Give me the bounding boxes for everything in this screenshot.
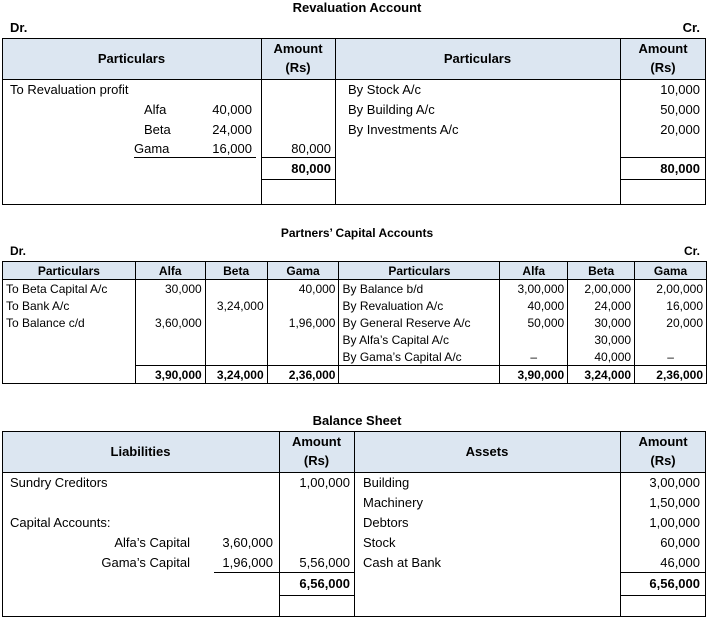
capital-cell: By General Reserve A/c xyxy=(339,314,500,331)
capital-cell xyxy=(635,331,707,348)
bs-assets-total: 6,56,000 xyxy=(649,576,700,591)
reval-partner-value: 40,000 xyxy=(212,102,252,117)
reval-header-unit-left: (Rs) xyxy=(285,60,311,75)
reval-partner-name: Alfa xyxy=(144,102,167,117)
reval-debit-total: 80,000 xyxy=(291,161,331,176)
capital-cell: 20,000 xyxy=(635,314,707,331)
capital-total-cell: 3,24,000 xyxy=(205,366,267,384)
capital-header-cell: Alfa xyxy=(135,262,205,280)
reval-partner-name: Beta xyxy=(144,122,171,137)
reval-credit-item: By Building A/c xyxy=(348,102,435,117)
capital-cell: By Balance b/d xyxy=(339,280,500,298)
reval-credit-item: By Investments A/c xyxy=(348,122,459,137)
capital-cell xyxy=(267,348,339,366)
capital-cell xyxy=(205,348,267,366)
capital-header-cell: Particulars xyxy=(3,262,136,280)
capital-cell: To Balance c/d xyxy=(3,314,136,331)
capital-cell: 40,000 xyxy=(500,297,568,314)
bs-sundry-creditors-amount: 1,00,000 xyxy=(299,475,350,490)
capital-cell: 24,000 xyxy=(568,297,635,314)
capital-cell: 1,96,000 xyxy=(267,314,339,331)
capital-cell: 50,000 xyxy=(500,314,568,331)
capital-total-cell: 3,24,000 xyxy=(568,366,635,384)
capital-cell: 30,000 xyxy=(135,280,205,298)
reval-header-unit-right: (Rs) xyxy=(650,60,676,75)
capital-cell: – xyxy=(500,348,568,366)
capital-cell: To Bank A/c xyxy=(3,297,136,314)
capital-header-cell: Beta xyxy=(568,262,635,280)
capital-cell: By Revaluation A/c xyxy=(339,297,500,314)
capital-row xyxy=(3,280,707,298)
bs-partner-value: 1,96,000 xyxy=(222,555,273,570)
bs-header-amount-left: Amount xyxy=(291,434,342,449)
bs-partner-name: Gama’s Capital xyxy=(101,555,190,570)
capital-total-cell: 3,90,000 xyxy=(500,366,568,384)
bs-asset-amount: 1,50,000 xyxy=(649,495,700,510)
reval-debit-subtotal: 80,000 xyxy=(291,141,331,156)
reval-partner-value: 24,000 xyxy=(212,122,252,137)
capital-header-cell: Alfa xyxy=(500,262,568,280)
bs-asset-amount: 3,00,000 xyxy=(649,475,700,490)
bs-asset-item: Machinery xyxy=(363,495,423,510)
bs-header-amount-right: Amount xyxy=(638,434,688,449)
capital-total-cell: 2,36,000 xyxy=(635,366,707,384)
capital-cell xyxy=(500,331,568,348)
capital-row xyxy=(3,348,707,366)
capital-dr: Dr. xyxy=(10,244,27,258)
reval-credit-total: 80,000 xyxy=(660,161,700,176)
bs-asset-item: Building xyxy=(363,475,410,490)
capital-cell: 40,000 xyxy=(267,280,339,298)
capital-cell xyxy=(135,297,205,314)
capital-cell: 2,00,000 xyxy=(568,280,635,298)
bs-asset-amount: 46,000 xyxy=(660,555,700,570)
reval-header-particulars-right: Particulars xyxy=(443,51,512,66)
bs-capital-accounts-label: Capital Accounts: xyxy=(10,515,111,530)
capital-cell: 30,000 xyxy=(568,314,635,331)
capital-cell xyxy=(205,314,267,331)
bs-header-assets: Assets xyxy=(465,444,509,459)
reval-credit-amount: 50,000 xyxy=(660,102,700,117)
capital-header-cell: Beta xyxy=(205,262,267,280)
capital-cell xyxy=(3,331,136,348)
reval-credit-item: By Stock A/c xyxy=(348,82,421,97)
capital-table xyxy=(2,261,707,384)
capital-total-cell xyxy=(3,366,136,384)
bs-header-liabilities: Liabilities xyxy=(110,444,171,459)
capital-cell: – xyxy=(635,348,707,366)
bs-partner-name: Alfa’s Capital xyxy=(114,535,190,550)
bs-asset-amount: 1,00,000 xyxy=(649,515,700,530)
bs-asset-item: Debtors xyxy=(363,515,409,530)
capital-cell: By Alfa’s Capital A/c xyxy=(339,331,500,348)
bs-asset-item: Cash at Bank xyxy=(363,555,442,570)
bs-liabilities-total: 6,56,000 xyxy=(299,576,350,591)
revaluation-table xyxy=(2,38,706,205)
reval-credit-amount: 20,000 xyxy=(660,122,700,137)
capital-cell xyxy=(205,331,267,348)
balance-sheet-table xyxy=(2,431,706,617)
revaluation-title: Revaluation Account xyxy=(292,0,422,15)
capital-total-cell xyxy=(339,366,500,384)
capital-header-cell: Gama xyxy=(635,262,707,280)
bs-asset-item: Stock xyxy=(363,535,396,550)
capital-cell: 30,000 xyxy=(568,331,635,348)
revaluation-dr: Dr. xyxy=(10,20,28,35)
capital-cell: 16,000 xyxy=(635,297,707,314)
capital-cell: 3,60,000 xyxy=(135,314,205,331)
capital-cell: 40,000 xyxy=(568,348,635,366)
bs-partner-value: 3,60,000 xyxy=(222,535,273,550)
bs-asset-amount: 60,000 xyxy=(660,535,700,550)
capital-row xyxy=(3,314,707,331)
capital-cell xyxy=(135,348,205,366)
reval-header-amount-left: Amount xyxy=(273,41,323,56)
bs-header-unit-right: (Rs) xyxy=(650,453,676,468)
capital-cell xyxy=(205,280,267,298)
capital-header-cell: Particulars xyxy=(339,262,500,280)
capital-cell: 2,00,000 xyxy=(635,280,707,298)
reval-credit-amount: 10,000 xyxy=(660,82,700,97)
capital-row xyxy=(3,331,707,348)
capital-total-row xyxy=(3,366,707,384)
reval-to-revaluation-profit: To Revaluation profit xyxy=(10,82,129,97)
capital-header-cell: Gama xyxy=(267,262,339,280)
reval-partner-name: Gama xyxy=(134,141,170,156)
reval-header-particulars-left: Particulars xyxy=(97,51,166,66)
capital-cell xyxy=(135,331,205,348)
capital-row xyxy=(3,297,707,314)
capital-title: Partners’ Capital Accounts xyxy=(280,226,434,240)
bs-capital-total: 5,56,000 xyxy=(299,555,350,570)
capital-cr: Cr. xyxy=(683,244,700,258)
capital-cell xyxy=(267,297,339,314)
capital-cell: 3,00,000 xyxy=(500,280,568,298)
capital-total-cell: 3,90,000 xyxy=(135,366,205,384)
bs-sundry-creditors: Sundry Creditors xyxy=(10,475,108,490)
capital-header-row xyxy=(3,262,707,280)
reval-partner-value: 16,000 xyxy=(212,141,252,156)
capital-cell: To Beta Capital A/c xyxy=(3,280,136,298)
balance-sheet-title: Balance Sheet xyxy=(312,413,402,428)
reval-header-amount-right: Amount xyxy=(638,41,688,56)
capital-total-cell: 2,36,000 xyxy=(267,366,339,384)
capital-cell: 3,24,000 xyxy=(205,297,267,314)
capital-cell xyxy=(3,348,136,366)
capital-cell xyxy=(267,331,339,348)
capital-cell: By Gama’s Capital A/c xyxy=(339,348,500,366)
revaluation-cr: Cr. xyxy=(682,20,700,35)
bs-header-unit-left: (Rs) xyxy=(303,453,330,468)
